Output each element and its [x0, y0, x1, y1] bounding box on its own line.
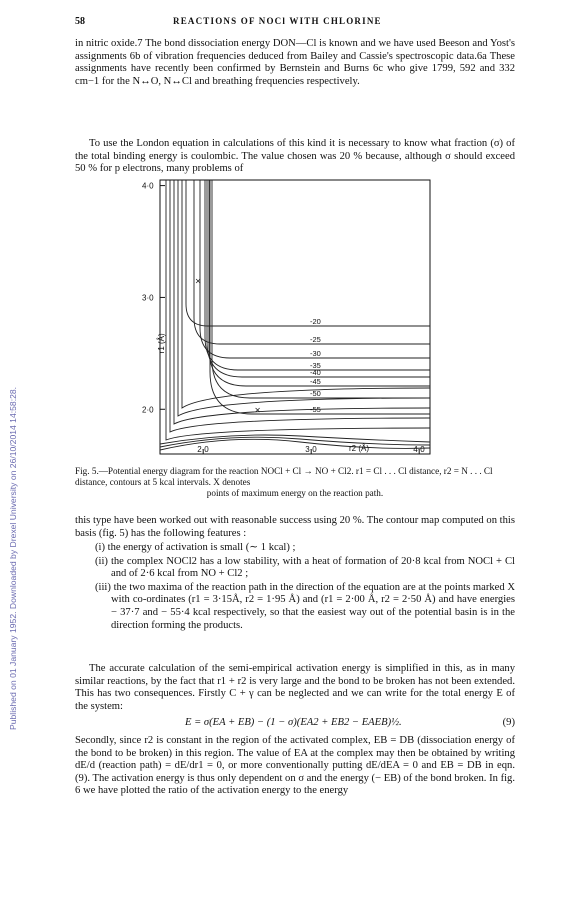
max-marker: × — [194, 276, 202, 286]
page-number: 58 — [75, 16, 85, 27]
contour-line — [182, 180, 430, 408]
paragraph-intro: in nitric oxide.7 The bond dissociation energy DON—Cl is known and we have used Beeson and Yost's assignments 6b of vibration frequencies deduced from Bailey and Cassie's spectroscopic data.6a These assignments have recently been confirmed by Bernstein and Burns 6c who give 1799, 592 and 332 cm−1 for the N↔O, N↔Cl and breathing frequencies respectively. — [75, 38, 515, 87]
figure-caption — [75, 466, 515, 499]
equation-text: E = σ(EA + EB) − (1 − σ)(EA2 + EB2 − EAEB)½. — [185, 717, 402, 728]
contour-label: -40 — [310, 368, 321, 377]
contour-label: -20 — [310, 317, 321, 326]
caption-main: Fig. 5.—Potential energy diagram for the reaction NOCl + Cl → NO + Cl2. r1 = Cl . . . Cl distance, r2 = N . . . Cl distance, contours at 5 kcal intervals. X denotes — [75, 466, 493, 487]
plot-frame — [160, 180, 430, 454]
contour-lines — [160, 180, 430, 450]
equation-number: (9) — [502, 717, 515, 728]
contour-label: -45 — [310, 377, 321, 386]
max-marker: × — [254, 405, 261, 415]
y-tick-label: 3·0 — [142, 293, 154, 303]
feature-list — [95, 542, 515, 633]
contour-label: -25 — [310, 335, 321, 344]
y-tick-label: 4·0 — [142, 181, 154, 191]
figure-contour-map — [140, 178, 440, 470]
feature-item: (ii) the complex NOCl2 has a low stability, with a heat of formation of 20·8 kcal from NOCl + Cl and of 2·6 kcal from NO + Cl2 ; — [95, 555, 515, 580]
x-tick-label: 2·0 — [197, 445, 209, 454]
x-axis-label: r2 (Å) — [349, 444, 369, 453]
paragraph-activated-complex: Secondly, since r2 is constant in the region of the activated complex, EB = DB (dissociation energy of the bond to be broken) in this region. The value of EA at the complex may then be obtained by writing dE/d (reaction path) = dE/dr1 = 0, or more conventionally putting dE/dEA = 0 and EB = DB in eqn. (9). The activation energy is thus only dependent on σ and the energy (− EB) of the bond broken. In fig. 6 we have plotted the ratio of the activation energy to the energy — [75, 735, 515, 797]
contour-line — [186, 180, 430, 326]
page-header — [75, 16, 515, 32]
caption-tail: points of maximum energy on the reaction path. — [206, 488, 384, 498]
paragraph-activation-energy: The accurate calculation of the semi-empirical activation energy is simplified in this, as in many similar reactions, by the fact that r1 + r2 is very large and the bond to be broken has not been extended. This has two consequences. Firstly C + γ can be neglected and we can write for the total energy E of the system: — [75, 663, 515, 712]
y-tick-label: 2·0 — [142, 405, 154, 415]
contour-plot — [140, 178, 440, 470]
contour-label: -50 — [310, 389, 321, 398]
paragraph-london-equation: To use the London equation in calculations of this kind it is necessary to know what fraction (σ) of the total binding energy is coulombic. The value chosen was 20 % because, although σ should exceed 50 % for p electrons, many problems of — [75, 138, 515, 175]
download-sidebar — [6, 130, 20, 730]
feature-item: (iii) the two maxima of the reaction path in the direction of the equation are at the points marked X with co-ordinates (r1 = 3·15Å, r2 = 1·95 Å) and (r1 = 2·00 Å, r2 = 2·50 Å) and have energies − 37·7 and − 55·4 kcal respectively, so that the easiest way out of the potential basin is in the direction forming the products. — [95, 581, 515, 631]
download-note: Published on 01 January 1952. Downloaded by Drexel University on 26/10/2014 14:58:28. — [8, 386, 18, 730]
x-tick-label: 4·0 — [413, 445, 425, 454]
equation-9 — [75, 717, 515, 731]
y-axis-label: r1 (Å) — [157, 333, 166, 354]
contour-line — [212, 180, 430, 398]
contour-line — [207, 180, 430, 377]
paragraph-contour-features: this type have been worked out with reasonable success using 20 %. The contour map computed on this basis (fig. 5) has the following features : — [75, 515, 515, 539]
x-tick-label: 3·0 — [305, 445, 317, 454]
feature-item: (i) the energy of activation is small (∼ 1 kcal) ; — [95, 542, 296, 553]
running-title: REACTIONS OF NOCl WITH CHLORINE — [173, 16, 382, 26]
contour-line — [166, 180, 430, 440]
contour-label: -35 — [310, 361, 321, 370]
contour-label: -30 — [310, 349, 321, 358]
contour-label: -55 — [310, 405, 321, 414]
contour-line — [200, 180, 430, 358]
